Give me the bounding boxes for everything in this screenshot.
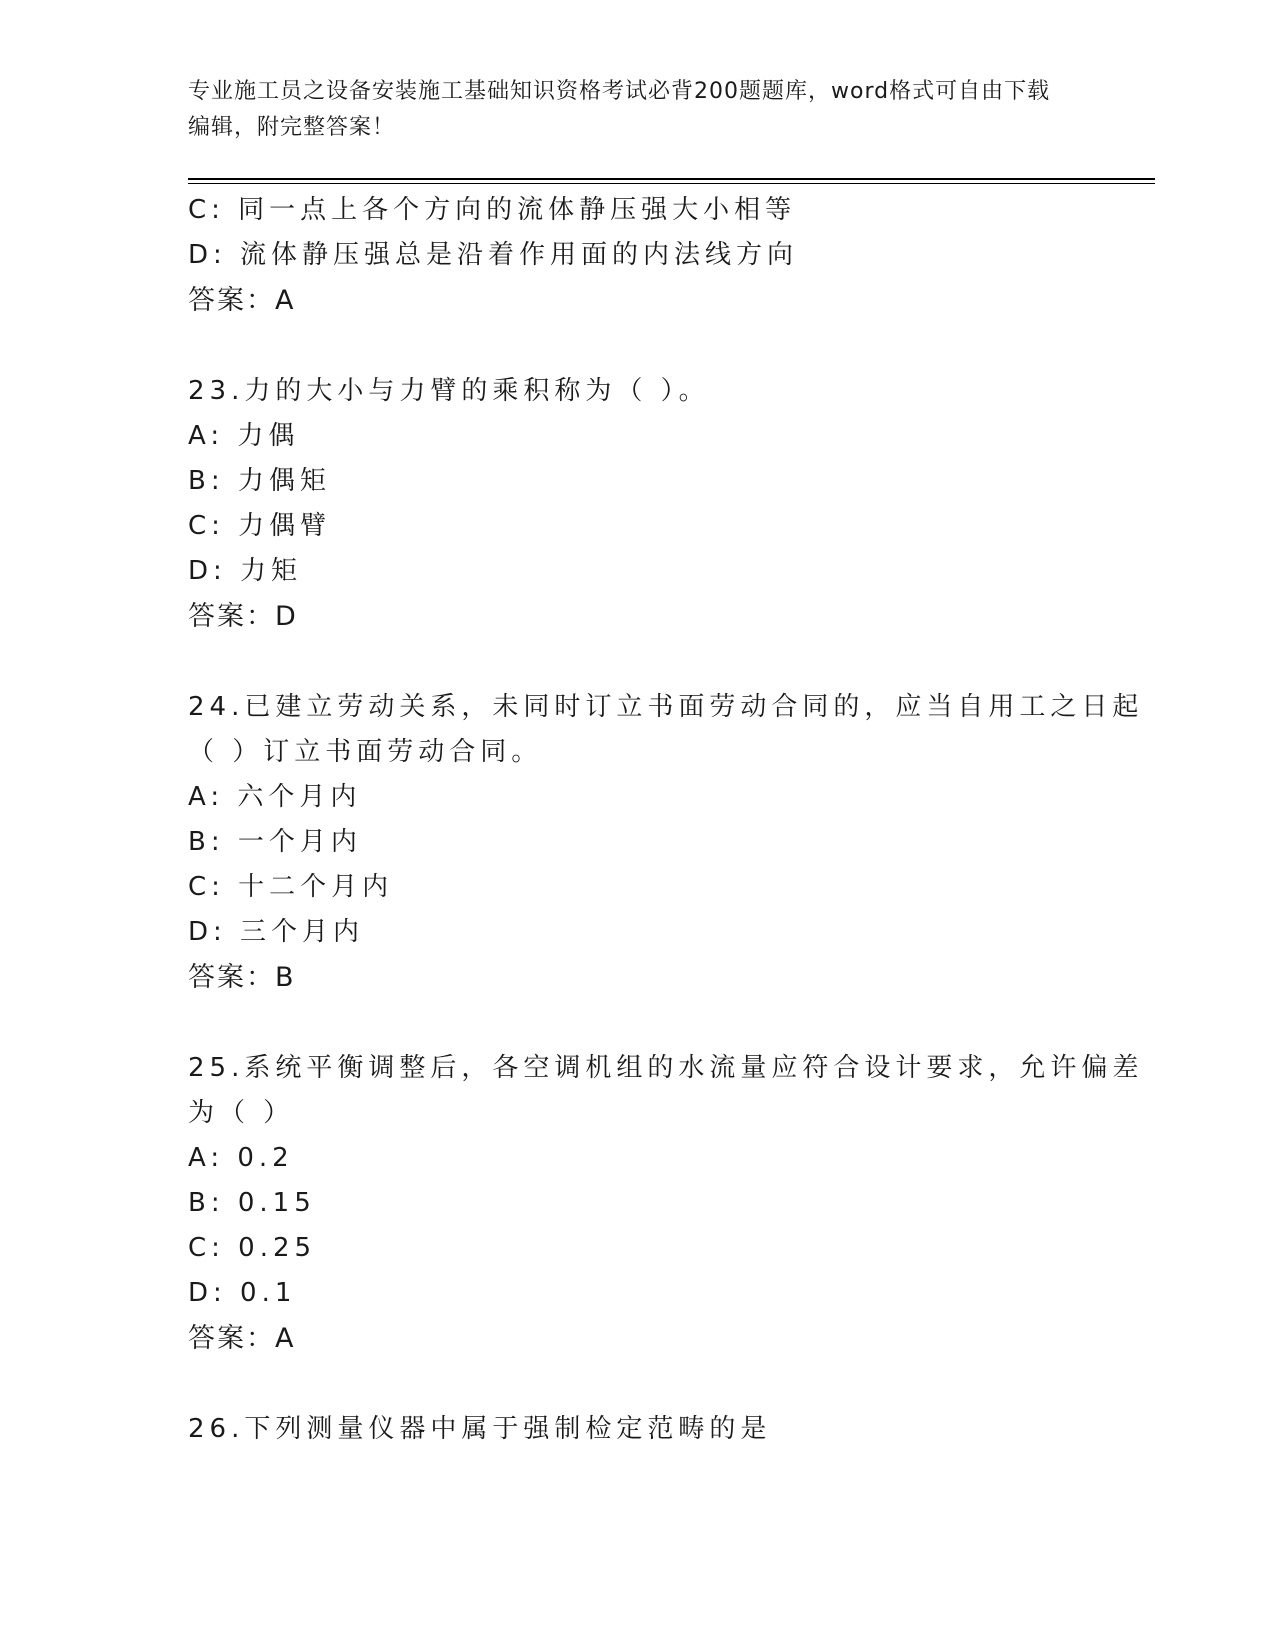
answer-line: 答案：D — [188, 601, 298, 632]
question-25 — [188, 1046, 1144, 1361]
question-22-carryover — [188, 188, 1088, 323]
option-d: D: 流体静压强总是沿着作用面的内法线方向 — [188, 240, 799, 270]
option-c: C: 同一点上各个方向的流体静压强大小相等 — [188, 195, 797, 225]
spacer — [188, 1000, 1088, 1046]
document-header: 专业施工员之设备安装施工基础知识资格考试必背200题题库，word格式可自由下载编辑，附完整答案！ — [188, 79, 1051, 140]
question-stem-line-2: 为（ ） — [188, 1098, 295, 1128]
option-d: D: 三个月内 — [188, 917, 365, 947]
spacer — [188, 639, 1088, 685]
question-stem: 23.力的大小与力臂的乘积称为（ ）。 — [188, 376, 710, 406]
option-c: C: 力偶臂 — [188, 511, 332, 541]
question-stem: 26.下列测量仪器中属于强制检定范畴的是 — [188, 1414, 772, 1444]
header-divider-thick — [188, 178, 1155, 180]
option-a: A: 力偶 — [188, 421, 300, 451]
question-23 — [188, 369, 1088, 639]
question-list — [188, 188, 1144, 1452]
option-d: D: 0.1 — [188, 1278, 297, 1308]
spacer — [188, 1361, 1088, 1407]
answer-line: 答案：A — [188, 285, 296, 316]
header-divider-thin — [188, 183, 1155, 184]
question-26 — [188, 1407, 1088, 1452]
question-stem-line-1: 25.系统平衡调整后，各空调机组的水流量应符合设计要求，允许偏差 — [188, 1053, 1144, 1083]
question-stem-line-1: 24.已建立劳动关系，未同时订立书面劳动合同的，应当自用工之日起 — [188, 692, 1144, 722]
option-d: D: 力矩 — [188, 556, 303, 586]
option-a: A: 六个月内 — [188, 782, 362, 812]
option-b: B: 力偶矩 — [188, 466, 331, 496]
answer-line: 答案：A — [188, 1323, 296, 1354]
option-c: C: 十二个月内 — [188, 872, 394, 902]
option-b: B: 一个月内 — [188, 827, 362, 857]
answer-line: 答案：B — [188, 962, 296, 993]
option-b: B: 0.15 — [188, 1188, 316, 1218]
option-c: C: 0.25 — [188, 1233, 317, 1263]
option-a: A: 0.2 — [188, 1143, 294, 1173]
question-stem-line-2: （ ）订立书面劳动合同。 — [188, 737, 543, 767]
spacer — [188, 323, 1088, 369]
question-24 — [188, 685, 1144, 1000]
